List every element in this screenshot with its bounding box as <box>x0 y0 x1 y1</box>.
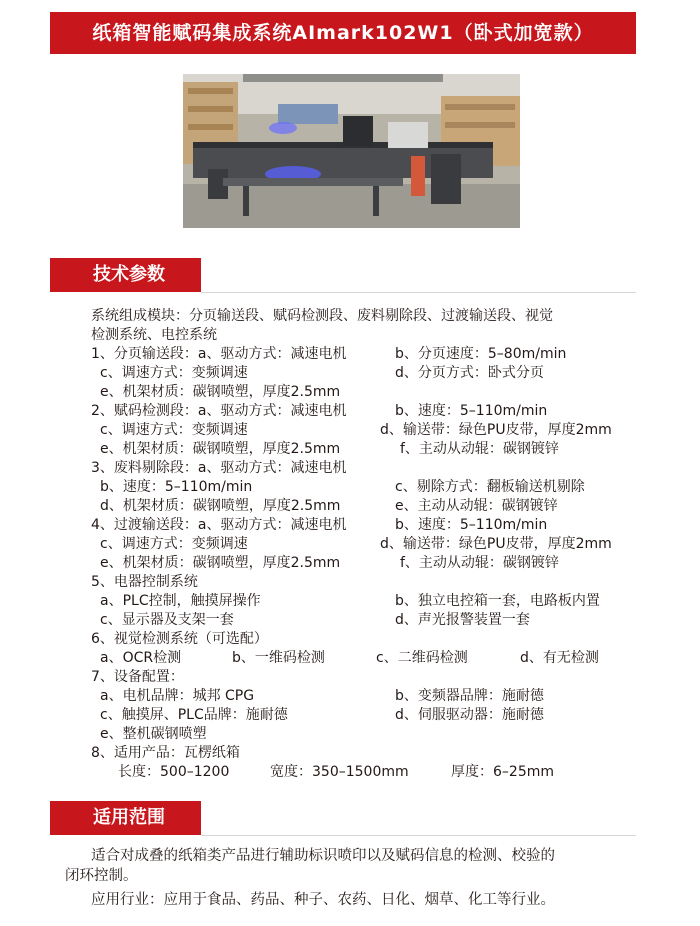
spec-line: 厚度：6–25mm <box>451 764 554 780</box>
spec-line: d、输送带：绿色PU皮带，厚度2mm <box>380 536 612 552</box>
scope-industry-line: 应用行业：应用于食品、药品、种子、农药、日化、烟草、化工等行业。 <box>91 892 555 908</box>
spec-line: e、机架材质：碳钢喷塑，厚度2.5mm <box>100 555 341 571</box>
spec-line: e、机架材质：碳钢喷塑，厚度2.5mm <box>100 384 341 400</box>
tech-params-section-title: 技术参数 <box>93 264 165 285</box>
spec-line: e、整机碳钢喷塑 <box>100 726 207 742</box>
spec-line: f、主动从动辊：碳钢镀锌 <box>400 441 559 457</box>
spec-intro-line-2: 检测系统、电控系统 <box>91 327 217 343</box>
spec-line: a、电机品牌：城邦 CPG <box>100 688 255 704</box>
spec-line: d、声光报警装置一套 <box>395 612 530 628</box>
section-divider <box>201 835 636 836</box>
spec-line: 3、废料剔除段：a、驱动方式：减速电机 <box>91 460 347 476</box>
spec-line: d、伺服驱动器：施耐德 <box>395 707 544 723</box>
spec-line: e、机架材质：碳钢喷塑，厚度2.5mm <box>100 441 341 457</box>
spec-line: 4、过渡输送段：a、驱动方式：减速电机 <box>91 517 347 533</box>
scope-paragraph-line-1: 适合对成叠的纸箱类产品进行辅助标识喷印以及赋码信息的检测、校验的 <box>91 848 555 864</box>
spec-line: 7、设备配置： <box>91 669 184 685</box>
spec-line: 1、分页输送段：a、驱动方式：减速电机 <box>91 346 347 362</box>
title-banner <box>50 12 636 54</box>
spec-line: d、机架材质：碳钢喷塑，厚度2.5mm <box>100 498 341 514</box>
spec-line: b、一维码检测 <box>232 650 325 666</box>
spec-line: 5、电器控制系统 <box>91 574 198 590</box>
spec-line: c、二维码检测 <box>376 650 468 666</box>
spec-line: c、触摸屏、PLC品牌：施耐德 <box>100 707 288 723</box>
scope-section-title: 适用范围 <box>93 807 165 828</box>
spec-intro-line-1: 系统组成模块：分页输送段、赋码检测段、废料剔除段、过渡输送段、视觉 <box>91 308 553 324</box>
spec-line: 8、适用产品：瓦楞纸箱 <box>91 745 240 761</box>
spec-line: b、变频器品牌：施耐德 <box>395 688 544 704</box>
spec-line: c、显示器及支架一套 <box>100 612 234 628</box>
product-photo <box>183 74 520 228</box>
spec-line: e、主动从动辊：碳钢镀锌 <box>395 498 558 514</box>
spec-line: b、速度：5–110m/min <box>100 479 253 495</box>
spec-line: d、分页方式：卧式分页 <box>395 365 544 381</box>
scope-section-header <box>50 801 201 835</box>
scope-paragraph-line-2: 闭环控制。 <box>65 868 138 884</box>
spec-line: c、调速方式：变频调速 <box>100 536 248 552</box>
spec-line: 6、视觉检测系统（可选配） <box>91 631 268 647</box>
spec-line: a、PLC控制，触摸屏操作 <box>100 593 261 609</box>
spec-line: 宽度：350–1500mm <box>270 764 409 780</box>
spec-line: d、输送带：绿色PU皮带，厚度2mm <box>380 422 612 438</box>
spec-line: b、速度：5–110m/min <box>395 517 548 533</box>
page-title: 纸箱智能赋码集成系统AImark102W1（卧式加宽款） <box>92 22 594 44</box>
tech-params-section-header <box>50 258 201 292</box>
spec-line: f、主动从动辊：碳钢镀锌 <box>400 555 559 571</box>
spec-line: 长度：500–1200 <box>118 764 230 780</box>
spec-line: c、调速方式：变频调速 <box>100 422 248 438</box>
spec-line: b、分页速度：5–80m/min <box>395 346 567 362</box>
section-divider <box>201 292 636 293</box>
spec-line: a、OCR检测 <box>100 650 182 666</box>
spec-line: b、独立电控箱一套，电路板内置 <box>395 593 600 609</box>
spec-line: b、速度：5–110m/min <box>395 403 548 419</box>
spec-line: c、剔除方式：翻板输送机剔除 <box>395 479 585 495</box>
spec-line: d、有无检测 <box>520 650 599 666</box>
spec-line: c、调速方式：变频调速 <box>100 365 248 381</box>
spec-line: 2、赋码检测段：a、驱动方式：减速电机 <box>91 403 347 419</box>
